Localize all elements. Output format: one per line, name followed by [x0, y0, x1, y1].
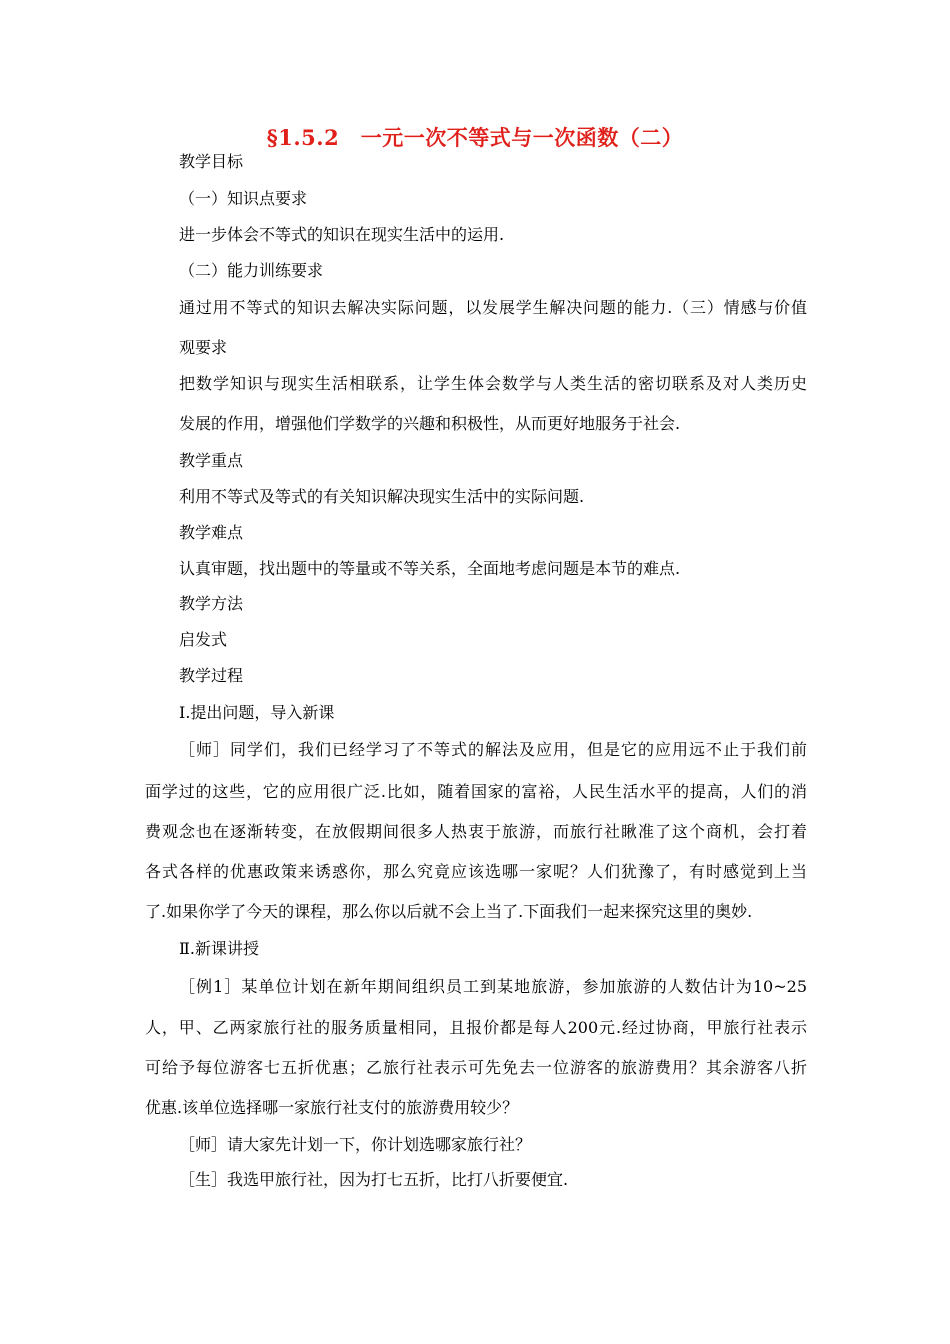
page-title: §1.5.2 一元一次不等式与一次函数（二）: [266, 125, 684, 150]
paragraph-line: 通过用不等式的知识去解决实际问题，以发展学生解决问题的能力.（三）情感与价值: [179, 298, 807, 317]
subheading-ability: （二）能力训练要求: [179, 261, 324, 280]
paragraph-line: 把数学知识与现实生活相联系，让学生体会数学与人类生活的密切联系及对人类历史: [179, 374, 807, 393]
paragraph-line: 优惠.该单位选择哪一家旅行社支付的旅游费用较少？: [145, 1098, 519, 1117]
heading-teaching-goals: 教学目标: [179, 152, 244, 171]
paragraph-line: 各式各样的优惠政策来诱惑你，那么究竟应该选哪一家呢？人们犹豫了，有时感觉到上当: [145, 862, 807, 881]
paragraph-line: 进一步体会不等式的知识在现实生活中的运用.: [179, 225, 505, 244]
subheading-knowledge: （一）知识点要求: [179, 189, 308, 208]
paragraph-line: 可给予每位游客七五折优惠；乙旅行社表示可先免去一位游客的旅游费用？其余游客八折: [145, 1058, 807, 1077]
heading-difficulties: 教学难点: [179, 523, 244, 542]
paragraph-line: 面学过的这些，它的应用很广泛.比如，随着国家的富裕，人民生活水平的提高，人们的消: [145, 782, 807, 801]
paragraph-line: 利用不等式及等式的有关知识解决现实生活中的实际问题.: [179, 487, 585, 506]
paragraph-line: ［师］同学们，我们已经学习了不等式的解法及应用，但是它的应用远不止于我们前: [179, 740, 807, 759]
paragraph-line: ［例1］某单位计划在新年期间组织员工到某地旅游，参加旅游的人数估计为10~25: [179, 977, 807, 996]
paragraph-line: 了.如果你学了今天的课程，那么你以后就不会上当了.下面我们一起来探究这里的奥妙.: [145, 902, 753, 921]
paragraph-line: 费观念也在逐渐转变，在放假期间很多人热衷于旅游，而旅行社瞅准了这个商机，会打着: [145, 822, 807, 841]
heading-method: 教学方法: [179, 594, 244, 613]
section-heading: Ⅰ.提出问题，导入新课: [179, 703, 335, 722]
paragraph-line: 启发式: [179, 630, 228, 649]
section-heading: Ⅱ.新课讲授: [179, 939, 259, 958]
heading-key-points: 教学重点: [179, 451, 244, 470]
paragraph-line: 观要求: [179, 338, 228, 357]
paragraph-line: ［生］我选甲旅行社，因为打七五折，比打八折要便宜.: [179, 1170, 569, 1189]
heading-process: 教学过程: [179, 666, 244, 685]
paragraph-line: 认真审题，找出题中的等量或不等关系，全面地考虑问题是本节的难点.: [179, 559, 681, 578]
paragraph-line: ［师］请大家先计划一下，你计划选哪家旅行社？: [179, 1135, 532, 1154]
paragraph-line: 人，甲、乙两家旅行社的服务质量相同，且报价都是每人200元.经过协商，甲旅行社表示: [145, 1018, 807, 1037]
paragraph-line: 发展的作用，增强他们学数学的兴趣和积极性，从而更好地服务于社会.: [179, 414, 681, 433]
